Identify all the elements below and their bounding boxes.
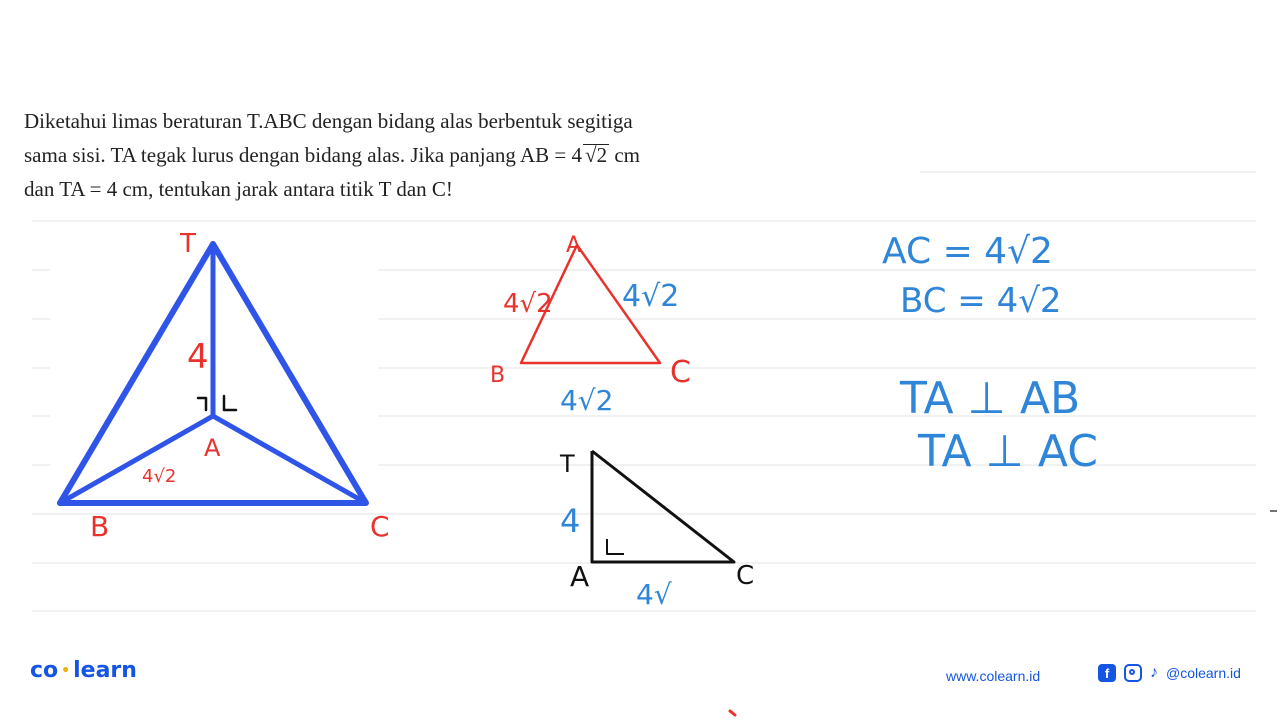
base-right-side-label: 4√2 bbox=[622, 279, 680, 314]
right-base-label: 4√ bbox=[636, 578, 672, 611]
right-angle-mark-left bbox=[198, 398, 206, 410]
note-bc: BC = 4√2 bbox=[900, 281, 1062, 321]
facebook-icon[interactable]: f bbox=[1098, 664, 1116, 682]
footer-handle[interactable]: @colearn.id bbox=[1166, 665, 1241, 681]
right-triangle-angle-mark bbox=[607, 539, 624, 554]
base-label-c: C bbox=[670, 355, 691, 390]
note-ta-perp-ab: TA ⊥ AB bbox=[900, 373, 1081, 424]
pyramid-label-t: T bbox=[180, 229, 196, 259]
problem-line-2-text: sama sisi. TA tegak lurus dengan bidang alas. Jika panjang AB = 4 bbox=[24, 143, 583, 167]
right-triangle-outline bbox=[592, 451, 734, 562]
stray-red-mark bbox=[730, 711, 735, 715]
right-label-c: C bbox=[736, 561, 755, 591]
tiktok-icon[interactable]: ♪ bbox=[1150, 664, 1158, 681]
brand-right: learn bbox=[73, 658, 137, 683]
right-label-t: T bbox=[560, 450, 575, 478]
radicand: 2 bbox=[596, 143, 608, 167]
footer-url[interactable]: www.colearn.id bbox=[946, 668, 1041, 684]
base-label-a: A bbox=[566, 233, 582, 258]
pyramid-label-b: B bbox=[90, 510, 110, 543]
right-height-label: 4 bbox=[560, 502, 581, 540]
brand-left: co bbox=[30, 658, 59, 683]
base-label-b: B bbox=[490, 363, 506, 388]
brand-logo bbox=[30, 658, 137, 683]
brand-dot-icon: • bbox=[61, 663, 71, 679]
note-ta-perp-ac: TA ⊥ AC bbox=[918, 426, 1098, 477]
problem-line-2-unit: cm bbox=[609, 143, 640, 167]
base-bottom-side-label: 4√2 bbox=[560, 384, 614, 417]
right-label-a: A bbox=[570, 560, 590, 593]
problem-line-3: dan TA = 4 cm, tentukan jarak antara titik T dan C! bbox=[24, 177, 453, 201]
base-left-side-label: 4√2 bbox=[503, 289, 553, 319]
right-angle-mark-right bbox=[224, 396, 236, 410]
note-ac: AC = 4√2 bbox=[882, 231, 1053, 272]
pyramid-label-a: A bbox=[204, 434, 221, 462]
right-triangle-diagram bbox=[592, 451, 734, 562]
pyramid-diagram bbox=[60, 244, 366, 503]
sqrt-symbol: √2 bbox=[585, 143, 608, 167]
pyramid-base-label: 4√2 bbox=[142, 466, 177, 487]
problem-line-1: Diketahui limas beraturan T.ABC dengan bidang alas berbentuk segitiga bbox=[24, 109, 633, 133]
pyramid-height-label: 4 bbox=[187, 337, 209, 377]
footer-social bbox=[1098, 664, 1241, 682]
instagram-icon[interactable] bbox=[1124, 664, 1142, 682]
pyramid-label-c: C bbox=[370, 510, 390, 543]
